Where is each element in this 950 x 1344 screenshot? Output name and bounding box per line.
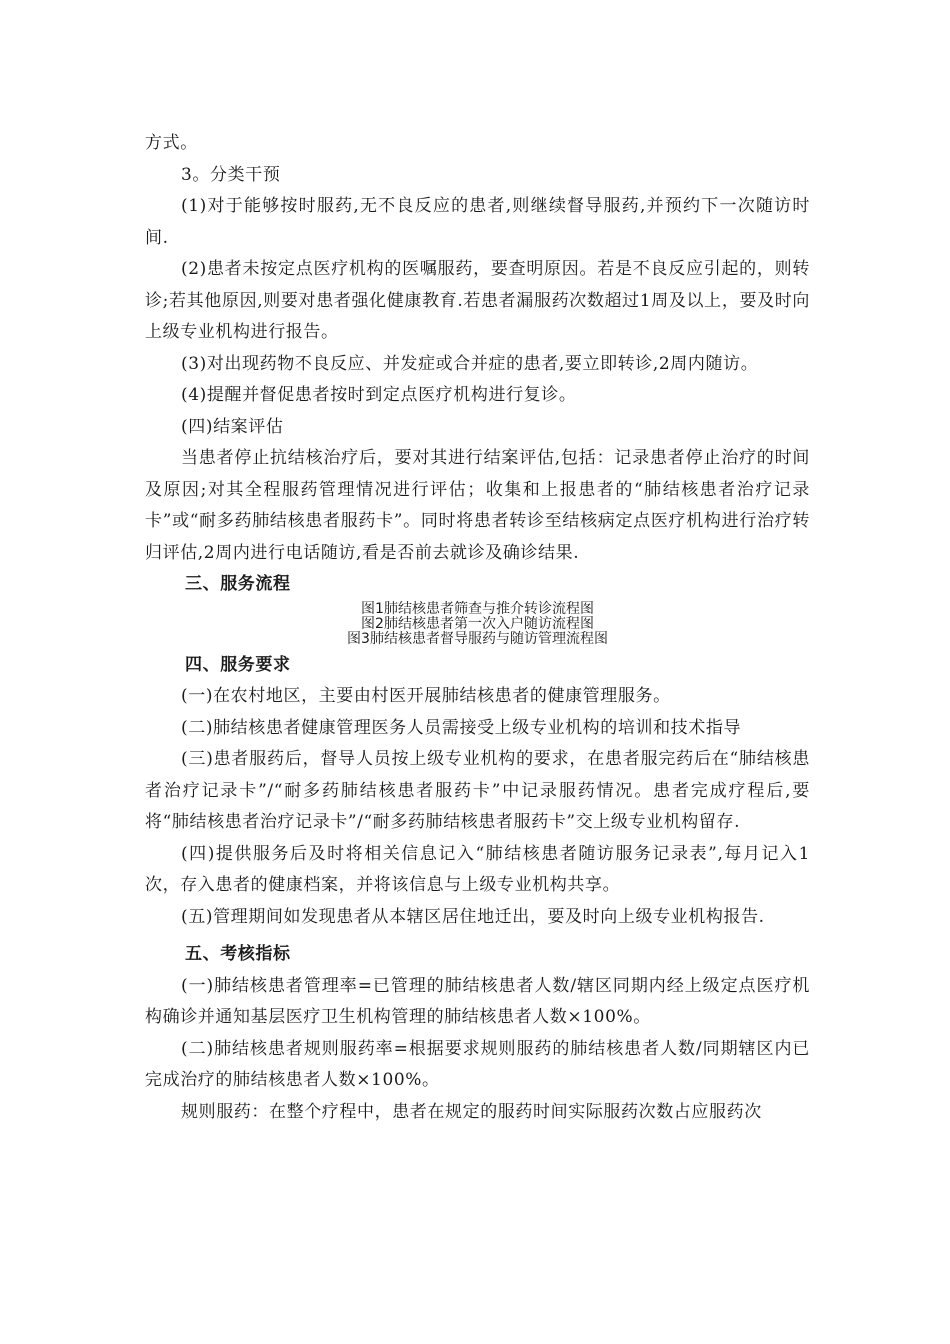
indicator-definition: 规则服药：在整个疗程中，患者在规定的服药时间实际服药次数占应服药次: [181, 1101, 762, 1122]
figure-caption-2: 图2肺结核患者第一次入户随访流程图: [361, 615, 594, 632]
indicator-item-1: (一)肺结核患者管理率=已管理的肺结核患者人数/辖区同期内经上级定点医疗机构确诊并通知基层医疗卫生机构管理的肺结核患者人数×100%。: [145, 975, 810, 1027]
section-heading-service-flow: 三、服务流程: [185, 574, 291, 594]
requirement-item-5: (五)管理期间如发现患者从本辖区居住地迁出，要及时向上级专业机构报告.: [181, 906, 765, 927]
requirement-item-1: (一)在农村地区，主要由村医开展肺结核患者的健康管理服务。: [181, 686, 671, 706]
requirement-item-2: (二)肺结核患者健康管理医务人员需接受上级专业机构的培训和技术指导: [181, 717, 742, 738]
paragraph-item-4: (4)提醒并督促患者按时到定点医疗机构进行复诊。: [181, 385, 577, 405]
indicator-item-2: (二)肺结核患者规则服药率=根据要求规则服药的肺结核患者人数/同期辖区内已完成治疗的肺结核患者人数×100%。: [145, 1038, 810, 1090]
requirement-item-3: (三)患者服药后，督导人员按上级专业机构的要求，在患者服完药后在“肺结核患者治疗记录卡”/“耐多药肺结核患者服药卡”中记录服药情况。患者完成疗程后,要将“肺结核患者治疗记录卡”/“耐多药肺结核患者服药卡”交上级专业机构留存.: [145, 749, 810, 832]
section-heading-assessment-indicators: 五、考核指标: [185, 944, 291, 964]
paragraph-case-closure: 当患者停止抗结核治疗后，要对其进行结案评估,包括：记录患者停止治疗的时间及原因;对其全程服药管理情况进行评估；收集和上报患者的“肺结核患者治疗记录卡”或“耐多药肺结核患者服药卡”。同时将患者转诊至结核病定点医疗机构进行治疗转归评估,2周内进行电话随访,看是否前去就诊及确诊结果.: [145, 448, 810, 563]
section-heading-service-requirements: 四、服务要求: [185, 654, 291, 675]
figure-caption-3: 图3肺结核患者督导服药与随访管理流程图: [347, 630, 608, 647]
figure-caption-1: 图1肺结核患者筛查与推介转诊流程图: [361, 600, 594, 617]
document-body: [145, 128, 810, 1128]
subheading-classified-intervention: 3。分类干预: [181, 164, 281, 185]
paragraph-item-3: (3)对出现药物不良反应、并发症或合并症的患者,要立即转诊,2周内随访。: [181, 353, 759, 374]
figure-caption-list: [145, 602, 810, 647]
subheading-case-closure: (四)结案评估: [181, 416, 284, 437]
requirement-item-4: (四)提供服务后及时将相关信息记入“肺结核患者随访服务记录表”,每月记入1次，存入患者的健康档案，并将该信息与上级专业机构共享。: [145, 843, 810, 895]
paragraph-item-1: (1)对于能够按时服药,无不良反应的患者,则继续督导服药,并预约下一次随访时间.: [145, 196, 810, 248]
paragraph-item-2: (2)患者未按定点医疗机构的医嘱服药，要查明原因。若是不良反应引起的，则转诊;若其他原因,则要对患者强化健康教育.若患者漏服药次数超过1周及以上，要及时向上级专业机构进行报告。: [145, 259, 810, 342]
paragraph-continuation: 方式。: [145, 133, 198, 153]
